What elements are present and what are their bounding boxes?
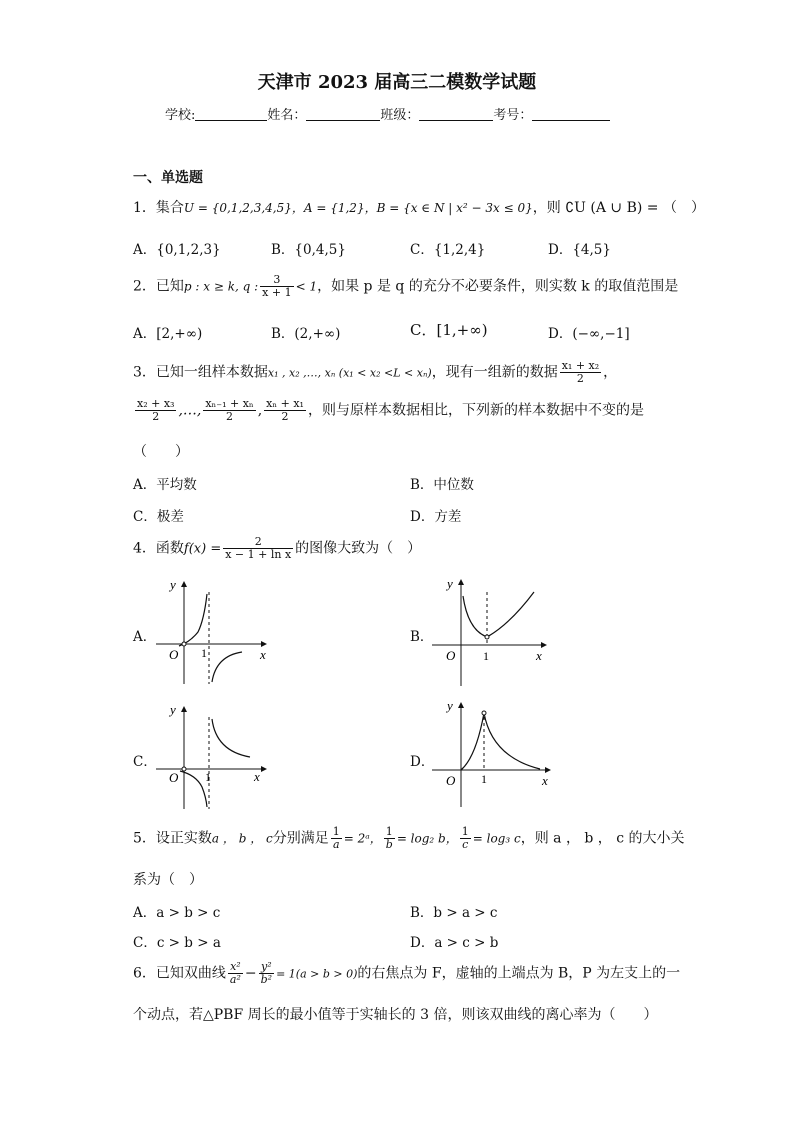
q2-option-d[interactable]: D．(−∞,−1] [548, 326, 630, 342]
question-number: 5． [133, 830, 156, 847]
denominator: 2 [226, 410, 234, 423]
math-expression: = 2ᵃ， [343, 831, 382, 846]
origin-label: O [169, 770, 179, 785]
numerator: x₂ + x₃ [137, 397, 175, 410]
math-expression: = 1(a > b > 0) [276, 967, 358, 981]
graph-d [430, 697, 555, 817]
denominator: c [462, 838, 469, 851]
question-text: 函数 [155, 540, 184, 557]
math-expression: U = {0,1,2,3,4,5}，A = {1,2}，B = {x ∈ N | x² − 3x ≤ 0} [183, 201, 533, 215]
q4-option-b[interactable]: B． [410, 629, 434, 645]
graph-c [150, 697, 275, 817]
curve-left [179, 594, 207, 646]
q2-option-c[interactable]: C．[1,+∞) [410, 321, 488, 339]
denominator: b² [260, 973, 273, 986]
q5-option-a[interactable]: A．a > b > c [133, 905, 221, 921]
fraction [203, 398, 255, 423]
curve-left [461, 713, 484, 770]
x-label: x [536, 648, 542, 663]
name-label: 姓名： [267, 108, 307, 123]
fraction [264, 398, 306, 423]
question-text: ，如果 p 是 q 的充分不必要条件，则实数 k 的取值范围是 [317, 278, 679, 295]
question-text: ，现有一组新的数据 [431, 364, 558, 381]
fraction [331, 826, 342, 851]
question-text: 的右焦点为 F，虚轴的上端点为 B，P 为左支上的一 [357, 965, 681, 982]
q3-option-d[interactable]: D．方差 [410, 509, 462, 525]
school-blank[interactable] [195, 108, 267, 121]
numerator: 3 [260, 274, 293, 287]
math-expression: a ， b ， c [211, 831, 273, 846]
school-label: 学校: [165, 108, 196, 123]
fraction [260, 274, 293, 299]
x-label: x [260, 647, 266, 662]
curve [463, 592, 534, 637]
question-6-line-2: 个动点，若△PBF 周长的最小值等于实轴长的 3 倍，则该双曲线的离心率为（ ） [133, 1007, 658, 1023]
origin-label: O [446, 773, 456, 788]
numerator: 1 [332, 825, 340, 838]
question-5-line-2: 系为（ ） [133, 872, 203, 888]
question-number: 4． [133, 540, 156, 557]
hole-point [482, 711, 486, 715]
q3-option-a[interactable]: A．平均数 [133, 477, 197, 493]
question-text: 集合 [155, 200, 184, 216]
q5-option-c[interactable]: C．c > b > a [133, 935, 221, 951]
numerator: x₁ + x₂ [561, 359, 600, 372]
denominator: a [332, 838, 340, 851]
tick-label: 1 [481, 772, 487, 786]
math-expression: < 1 [295, 279, 318, 294]
q4-option-c[interactable]: C． [133, 754, 157, 770]
question-number: 3． [133, 364, 156, 381]
question-1 [133, 197, 705, 217]
hole-point [182, 642, 186, 646]
numerator: xₙ₋₁ + xₙ [205, 397, 254, 410]
question-text: 设正实数 [155, 830, 212, 847]
numerator: 1 [384, 826, 395, 839]
fraction [460, 826, 471, 851]
q3-option-b[interactable]: B．中位数 [410, 477, 474, 493]
curve-right [484, 713, 540, 769]
question-text: ，则 a ， b ， c 的大小关 [520, 830, 685, 847]
fraction [223, 536, 293, 561]
question-3-line-3: （ ） [133, 444, 189, 460]
q2-option-b[interactable]: B．(2,+∞) [271, 326, 341, 342]
tick-label: 1 [483, 649, 489, 663]
fraction [135, 398, 176, 423]
fraction [384, 826, 395, 851]
q1-option-d[interactable]: D．{4,5} [548, 242, 611, 258]
math-expression: − [244, 965, 257, 982]
math-expression: ,…, [178, 402, 202, 419]
id-blank[interactable] [532, 108, 610, 121]
denominator: a² [229, 973, 241, 986]
tick-label: 1 [205, 770, 211, 784]
fraction [259, 961, 274, 986]
question-number: 6． [133, 965, 156, 982]
question-4 [133, 536, 421, 561]
y-label: y [447, 576, 453, 591]
question-5-line-1 [133, 826, 685, 851]
student-info-line [165, 104, 610, 123]
q1-option-c[interactable]: C．{1,2,4} [410, 242, 486, 258]
q1-option-a[interactable]: A．{0,1,2,3} [133, 242, 221, 258]
origin-label: O [446, 648, 456, 663]
q5-option-b[interactable]: B．b > a > c [410, 905, 498, 921]
y-label: y [447, 698, 453, 713]
math-expression: = log₃ c [472, 831, 521, 846]
denominator: x + 1 [262, 286, 292, 299]
numerator: y² [259, 961, 274, 974]
math-expression: = log₂ b， [396, 831, 458, 846]
hole-point [182, 767, 186, 771]
page-title: 天津市 2023 届高三二模数学试题 [257, 72, 537, 93]
q2-option-a[interactable]: A．[2,+∞) [133, 326, 203, 342]
question-text: 已知一组样本数据 [155, 364, 268, 381]
question-number: 2． [133, 278, 156, 295]
question-text: 的图像大致为（ ） [295, 540, 422, 557]
y-label: y [170, 577, 176, 592]
numerator: xₙ + x₁ [266, 397, 304, 410]
question-text: 已知 [155, 278, 184, 295]
curve-right [212, 719, 250, 757]
q3-option-c[interactable]: C．极差 [133, 509, 184, 525]
numerator: 2 [223, 536, 293, 549]
section-heading: 一、单选题 [133, 170, 203, 186]
math-expression: f(x) = [183, 541, 222, 557]
class-label: 班级： [380, 108, 420, 123]
class-blank[interactable] [419, 108, 493, 121]
graph-b [430, 572, 555, 692]
id-label: 考号： [493, 108, 533, 123]
x-label: x [254, 769, 260, 784]
question-3-line-1: 3．已知一组样本数据x₁ , x₂ ,…, xₙ (x₁ < x₂ <L < xₙ)，现有一组新的数据 $\frac{\text{x₁ + x₂}}{2}$ ， [133, 359, 618, 385]
question-text: ，则与原样本数据相比，下列新的样本数据中不变的是 [307, 402, 644, 419]
question-text: ，则 ∁U (A ∪ B) = （ ） [532, 200, 705, 216]
denominator: 2 [281, 410, 289, 423]
x-label: x [542, 773, 548, 788]
hole-point [485, 635, 489, 639]
question-number: 1． [133, 200, 156, 216]
q5-option-d[interactable]: D．a > c > b [410, 935, 499, 951]
origin-label: O [169, 647, 179, 662]
curve-right [212, 652, 242, 682]
fraction [228, 961, 243, 986]
y-label: y [170, 702, 176, 717]
question-2 [133, 274, 678, 299]
graph-a [150, 572, 275, 692]
denominator: 2 [576, 372, 584, 385]
tick-label: 1 [201, 646, 207, 660]
denominator: 2 [152, 410, 160, 423]
math-expression: x₁ , x₂ ,…, xₙ (x₁ < x₂ <L < xₙ) [267, 366, 432, 380]
numerator: 1 [461, 825, 469, 838]
question-3-line-2: $\frac{\text{x₂ + x₃}}{2}$ ,…, $\frac{\text{xₙ₋₁ + xₙ}}{2}$ , $\frac{\text{xₙ + x₁}}{2}$ ，则与原样本数据相比，下列新的样本数据中不变的是 [137, 397, 644, 423]
question-text: 分别满足 [272, 830, 329, 847]
question-text: 已知双曲线 [155, 965, 226, 982]
denominator: x − 1 + ln x [225, 548, 292, 561]
question-6-line-1 [133, 961, 680, 986]
name-blank[interactable] [306, 108, 380, 121]
q4-option-d[interactable]: D． [410, 754, 435, 770]
math-expression: p : x ≥ k, q : [183, 279, 259, 294]
fraction [560, 360, 601, 385]
q1-option-b[interactable]: B．{0,4,5} [271, 242, 346, 258]
q4-option-a[interactable]: A． [133, 629, 157, 645]
numerator: x² [228, 961, 243, 974]
denominator: b [385, 838, 393, 851]
